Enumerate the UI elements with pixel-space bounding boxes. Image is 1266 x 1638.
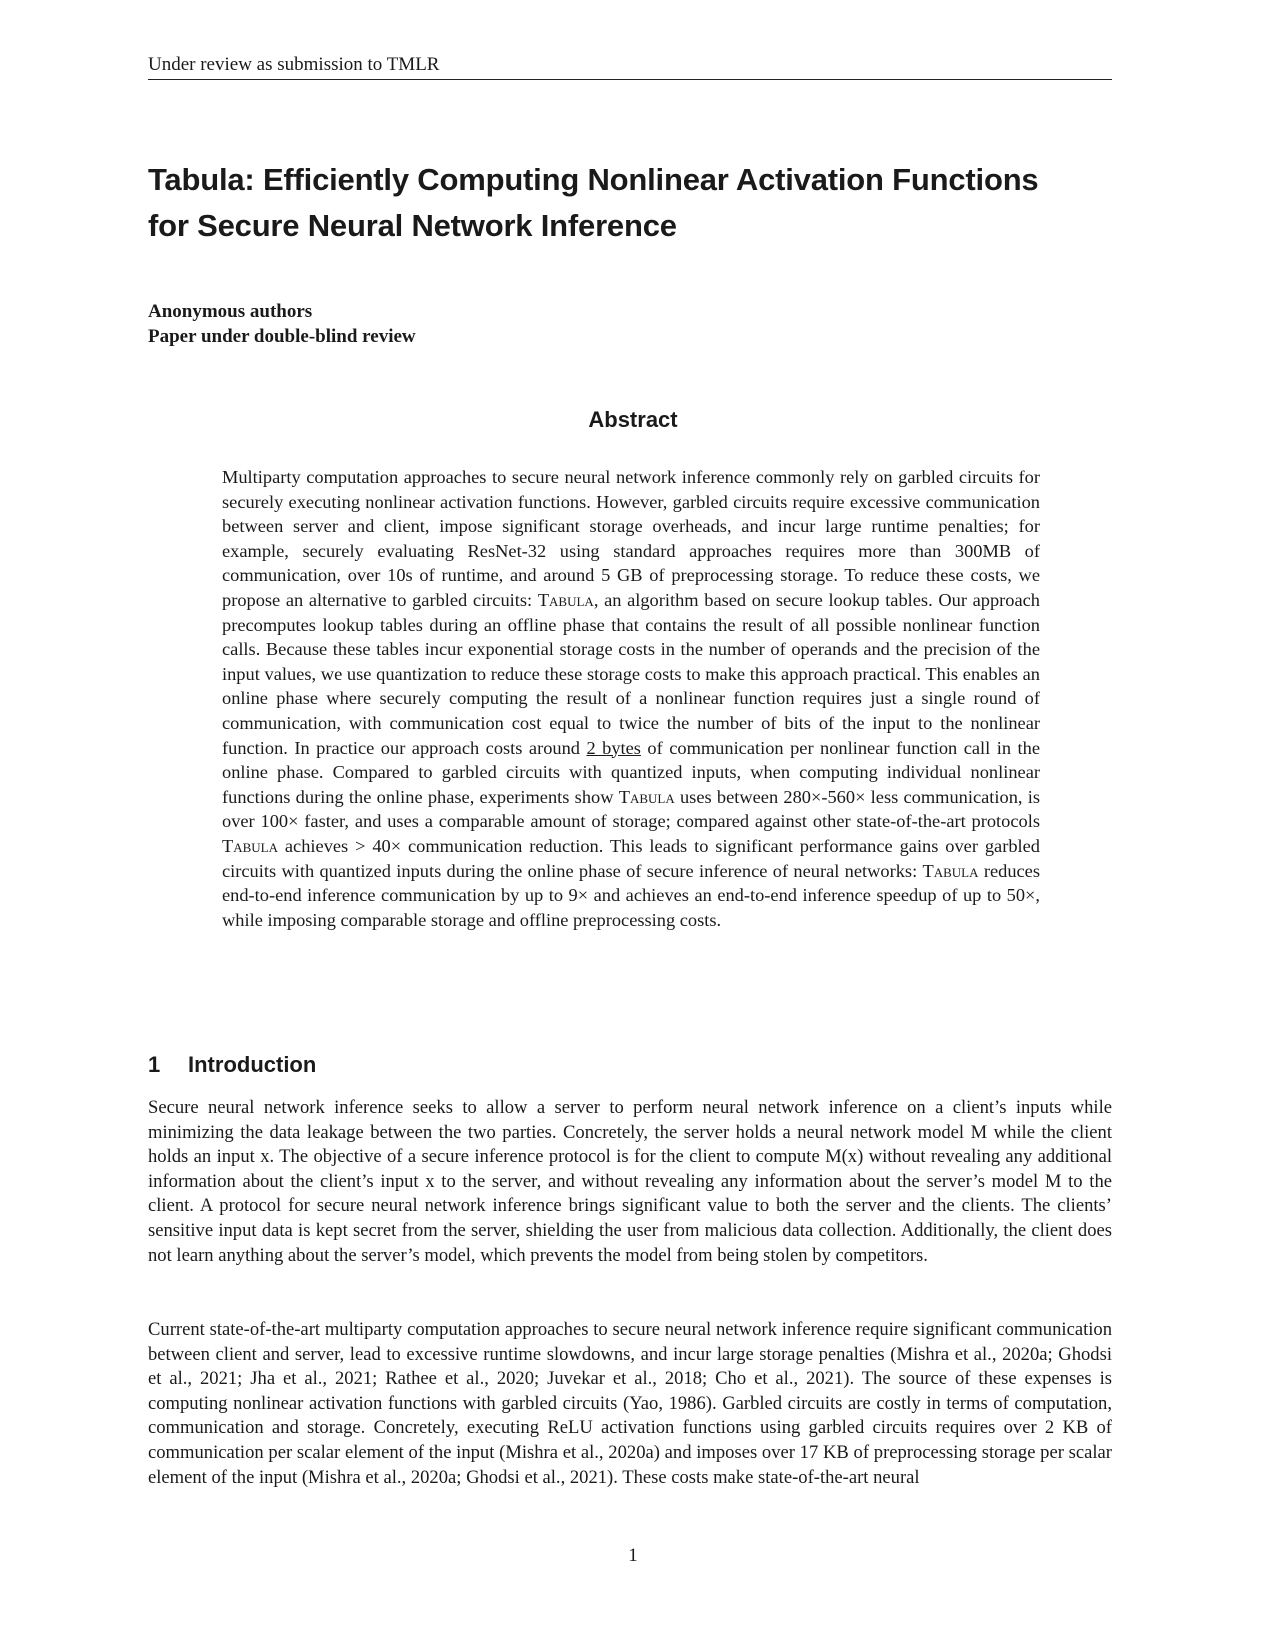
affiliation: Paper under double-blind review <box>148 326 416 347</box>
section-number: 1 <box>148 1052 161 1077</box>
authors: Anonymous authors <box>148 301 313 322</box>
method-name: Tabula <box>618 786 675 807</box>
method-name: Tabula <box>922 860 979 881</box>
abstract-text-part-5: achieves > 40× communication reduction. This leads to significant performance gains over garbled circuits with quantized inputs during the online phase of secure inference of neural networks: <box>222 835 1040 881</box>
abstract-text-part-1: Multiparty computation approaches to secure neural network inference commonly rely on garbled circuits for securely executing nonlinear activation functions. However, garbled circuits require excessive communication between server and client, impose significant storage overheads, and incur large runtime penalties; for example, securely evaluating ResNet-32 using standard approaches requires more than 300MB of communication, over 10s of runtime, and around 5 GB of preprocessing storage. To reduce these costs, we propose an alternative to garbled circuits: <box>222 467 1040 610</box>
abstract-heading: Abstract <box>588 407 678 432</box>
running-head: Under review as submission to TMLR <box>148 54 1112 80</box>
section-title: Introduction <box>188 1052 317 1077</box>
title-line-1: Tabula: Efficiently Computing Nonlinear Activation Functions <box>148 162 1039 197</box>
abstract-text-part-3: of communication per nonlinear function call in the online phase. Compared to garbled circuits with quantized inputs, when computing individual nonlinear functions during the online phase, experiments show <box>222 737 1040 807</box>
intro-paragraph-2: Current state-of-the-art multiparty computation approaches to secure neural network inference require significant communication between client and server, lead to excessive runtime slowdowns, and incur large storage penalties (Mishra et al., 2020a; Ghodsi et al., 2021; Jha et al., 2021; Rathee et al., 2020; Juvekar et al., 2018; Cho et al., 2021). The source of these expenses is computing nonlinear activation functions with garbled circuits (Yao, 1986). Garbled circuits are costly in terms of computation, communication and storage. Concretely, executing ReLU activation functions using garbled circuits requires over 2 KB of communication per scalar element of the input (Mishra et al., 2020a) and imposes over 17 KB of preprocessing storage per scalar element of the input (Mishra et al., 2020a; Ghodsi et al., 2021). These costs make state-of-the-art neural <box>148 1319 1112 1488</box>
abstract-text-part-4: uses between 280×-560× less communication, is over 100× faster, and uses a comparable amount of storage; compared against other state-of-the-art protocols <box>222 786 1040 832</box>
abstract-text <box>222 465 1040 932</box>
author-block <box>148 299 416 349</box>
title-line-2: for Secure Neural Network Inference <box>148 208 677 243</box>
underlined-phrase: 2 bytes <box>586 737 641 758</box>
paper-title <box>148 157 1128 249</box>
method-name: Tabula <box>222 835 279 856</box>
page-number: 1 <box>628 1545 638 1566</box>
section-heading-introduction <box>148 1052 316 1078</box>
method-name: Tabula <box>537 589 594 610</box>
intro-paragraph-1: Secure neural network inference seeks to allow a server to perform neural network inference on a client’s inputs while minimizing the data leakage between the two parties. Concretely, the server holds a neural network model M while the client holds an input x. The objective of a secure inference protocol is for the client to compute M(x) without revealing any additional information about the client’s input x to the server, and without revealing any information about the server’s model M to the client. A protocol for secure neural network inference brings significant value to both the server and the clients. The clients’ sensitive input data is kept secret from the server, shielding the user from malicious data collection. Additionally, the client does not learn anything about the server’s model, which prevents the model from being stolen by competitors. <box>148 1097 1112 1266</box>
abstract-text-part-6: reduces end-to-end inference communication by up to 9× and achieves an end-to-end inference speedup of up to 50×, while imposing comparable storage and offline preprocessing costs. <box>222 860 1040 930</box>
abstract-text-part-2: , an algorithm based on secure lookup tables. Our approach precomputes lookup tables during an offline phase that contains the result of all possible nonlinear function calls. Because these tables incur exponential storage costs in the number of operands and the precision of the input values, we use quantization to reduce these storage costs to make this approach practical. This enables an online phase where securely computing the result of a nonlinear function requires just a single round of communication, with communication cost equal to twice the number of bits of the input to the nonlinear function. In practice our approach costs around <box>222 589 1040 758</box>
